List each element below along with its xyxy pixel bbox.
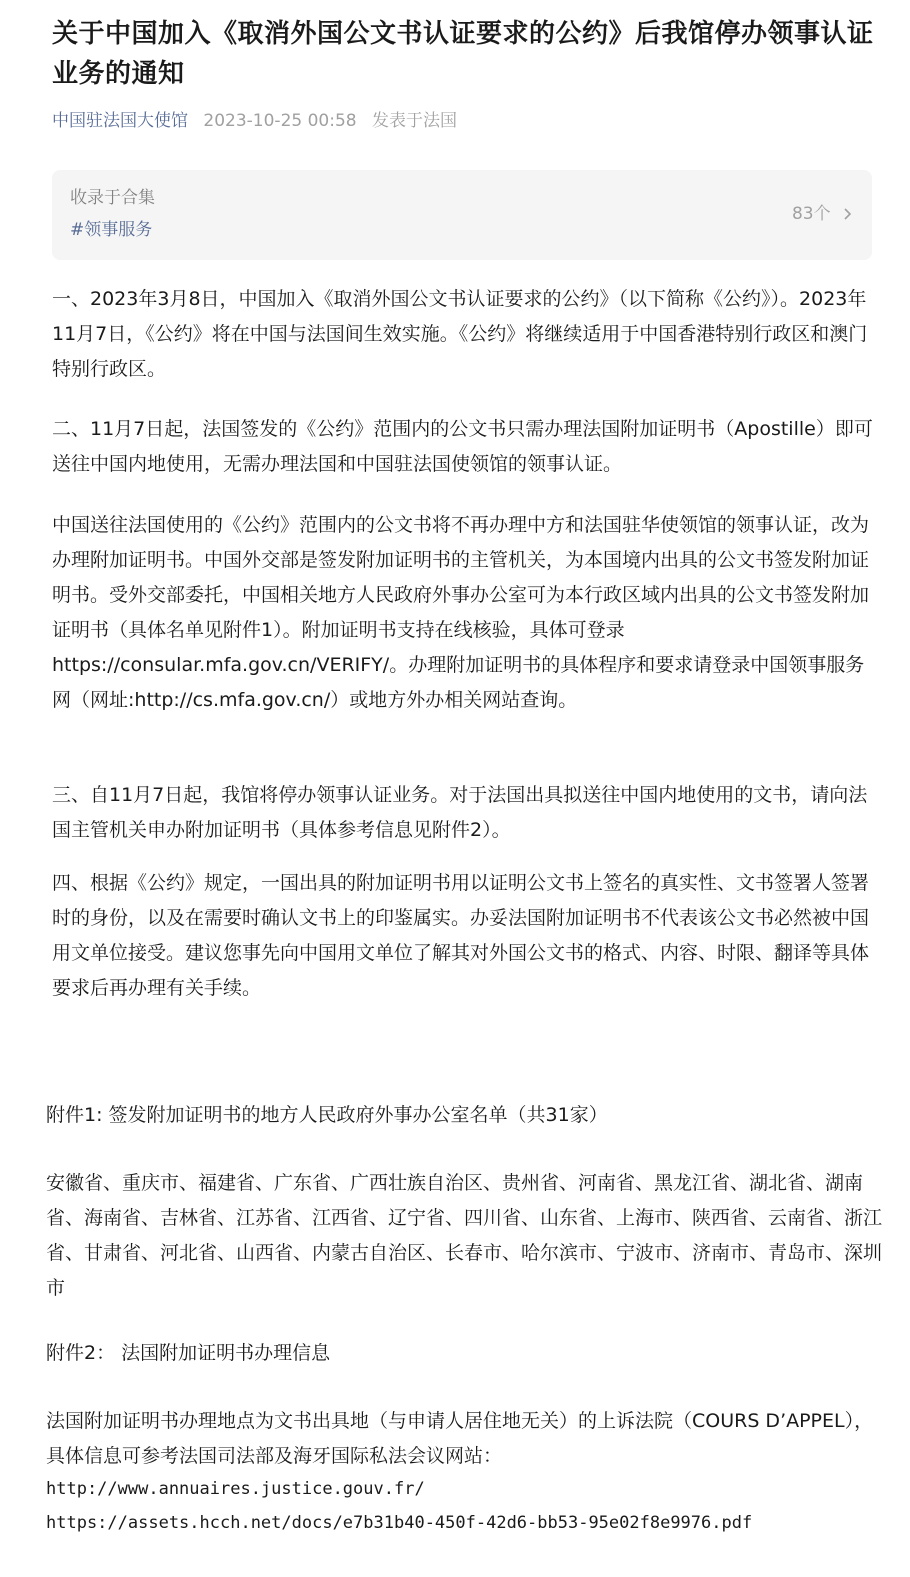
account-name-link[interactable]: 中国驻法国大使馆 [52, 111, 188, 131]
paragraph-3: 中国送往法国使用的《公约》范围内的公文书将不再办理中方和法国驻华使领馆的领事认证，改为办理附加证明书。中国外交部是签发附加证明书的主管机关，为本国境内出具的公文书签发附加证明书。受外交部委托，中国相关地方人民政府外事办公室可为本行政区域内出具的公文书签发附加证明书（具体名单见附件1）。附加证明书支持在线核验，具体可登录https://consular.mfa.gov.cn/VERIFY/。办理附加证明书的具体程序和要求请登录中国领事服务网（网址:http://cs.mfa.gov.cn/）或地方外办相关网站查询。 [52, 514, 870, 711]
paragraph-2: 二、11月7日起，法国签发的《公约》范围内的公文书只需办理法国附加证明书（Apostille）即可送往中国内地使用，无需办理法国和中国驻法国使领馆的领事认证。 [52, 418, 873, 475]
paragraph-1: 一、2023年3月8日，中国加入《取消外国公文书认证要求的公约》（以下简称《公约》）。2023年11月7日，《公约》将在中国与法国间生效实施。《公约》将继续适用于中国香港特别行政区和澳门特别行政区。 [52, 288, 868, 380]
collection-count-text: 83个 [791, 204, 831, 224]
article-title: 关于中国加入《取消外国公文书认证要求的公约》后我馆停办领事认证业务的通知 [52, 19, 874, 89]
attachment-1-list: 安徽省、重庆市、福建省、广东省、广西壮族自治区、贵州省、河南省、黑龙江省、湖北省、湖南省、海南省、吉林省、江苏省、江西省、辽宁省、四川省、山东省、上海市、陕西省、云南省、浙江省、甘肃省、河北省、山西省、内蒙古自治区、长春市、哈尔滨市、宁波市、济南市、青岛市、深圳市 [46, 1172, 883, 1299]
attachment-2-body: 法国附加证明书办理地点为文书出具地（与申请人居住地无关）的上诉法院（COURS D’APPEL），具体信息可参考法国司法部及海牙国际私法会议网站： [46, 1410, 874, 1467]
paragraph-5: 四、根据《公约》规定，一国出具的附加证明书用以证明公文书上签名的真实性、文书签署人签署时的身份，以及在需要时确认文书上的印鉴属实。办妥法国附加证明书不代表该公文书必然被中国用文单位接受。建议您事先向中国用文单位了解其对外国公文书的格式、内容、时限、翻译等具体要求后再办理有关手续。 [52, 872, 870, 999]
publish-location: 发表于法国 [372, 111, 458, 131]
link-hcch[interactable]: https://assets.hcch.net/docs/e7b31b40-450f-42d6-bb53-95e02f8e9976.pdf [46, 1513, 753, 1533]
chevron-right-icon [840, 207, 854, 221]
attachment-1-title: 附件1: 签发附加证明书的地方人民政府外事办公室名单（共31家） [46, 1104, 608, 1126]
collection-tag-link[interactable]: #领事服务 [70, 220, 153, 240]
article-meta [52, 106, 457, 136]
attachment-2-title: 附件2： 法国附加证明书办理信息 [46, 1342, 331, 1364]
paragraph-4: 三、自11月7日起，我馆将停办领事认证业务。对于法国出具拟送往中国内地使用的文书，请向法国主管机关申办附加证明书（具体参考信息见附件2）。 [52, 784, 868, 841]
publish-date: 2023-10-25 00:58 [203, 111, 357, 131]
collection-label: 收录于合集 [70, 188, 155, 208]
collection-card[interactable] [52, 170, 872, 260]
link-justice-gouv[interactable]: http://www.annuaires.justice.gouv.fr/ [46, 1479, 425, 1499]
collection-count[interactable] [792, 200, 854, 228]
